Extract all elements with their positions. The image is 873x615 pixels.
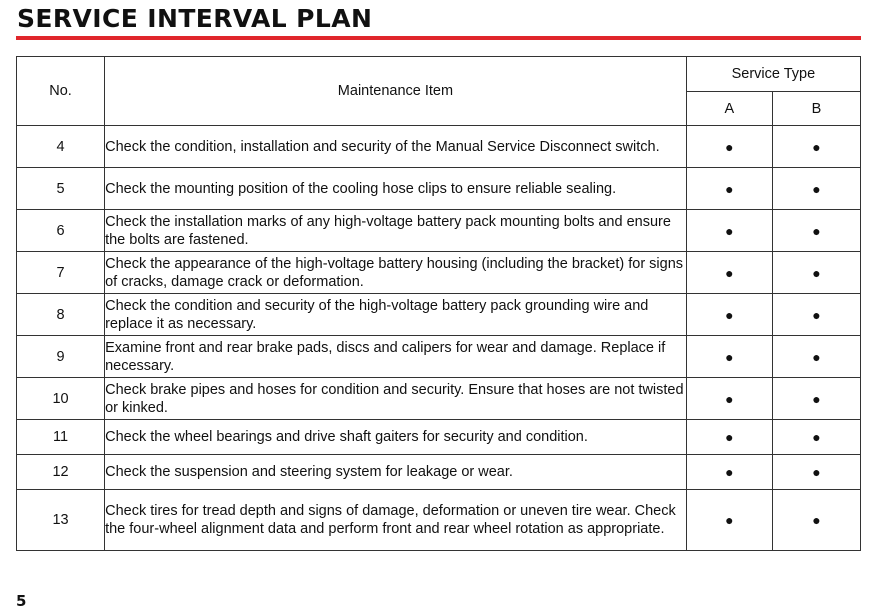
maintenance-item: Check the installation marks of any high-voltage battery pack mounting bolts and ensure the bolts are fastened. — [105, 210, 687, 252]
service-a-mark: ● — [686, 336, 772, 378]
service-a-mark: ● — [686, 378, 772, 420]
row-number: 5 — [17, 168, 105, 210]
service-b-mark: ● — [772, 126, 860, 168]
page-title: SERVICE INTERVAL PLAN — [17, 4, 373, 33]
maintenance-item: Check the suspension and steering system for leakage or wear. — [105, 455, 687, 490]
service-b-mark: ● — [772, 336, 860, 378]
table-row — [17, 378, 861, 420]
table-row — [17, 336, 861, 378]
maintenance-item: Check brake pipes and hoses for condition and security. Ensure that hoses are not twisted or kinked. — [105, 378, 687, 420]
row-number: 8 — [17, 294, 105, 336]
maintenance-item: Check the condition, installation and security of the Manual Service Disconnect switch. — [105, 126, 687, 168]
maintenance-item: Check the appearance of the high-voltage battery housing (including the bracket) for signs of cracks, damage crack or deformation. — [105, 252, 687, 294]
header-service-b: B — [772, 92, 860, 126]
service-a-mark: ● — [686, 420, 772, 455]
table-row — [17, 490, 861, 551]
table-row — [17, 455, 861, 490]
header-maintenance-item: Maintenance Item — [105, 57, 687, 126]
title-underline — [16, 36, 861, 40]
service-b-mark: ● — [772, 455, 860, 490]
service-b-mark: ● — [772, 294, 860, 336]
service-b-mark: ● — [772, 168, 860, 210]
header-service-type: Service Type — [686, 57, 860, 92]
service-b-mark: ● — [772, 378, 860, 420]
row-number: 10 — [17, 378, 105, 420]
header-no: No. — [17, 57, 105, 126]
service-a-mark: ● — [686, 294, 772, 336]
row-number: 11 — [17, 420, 105, 455]
table-row — [17, 168, 861, 210]
row-number: 13 — [17, 490, 105, 551]
table-row — [17, 252, 861, 294]
service-a-mark: ● — [686, 168, 772, 210]
service-a-mark: ● — [686, 126, 772, 168]
maintenance-item: Check tires for tread depth and signs of damage, deformation or uneven tire wear. Check the four-wheel alignment data and perform front and rear wheel rotation as appropriate. — [105, 490, 687, 551]
row-number: 6 — [17, 210, 105, 252]
table-row — [17, 294, 861, 336]
row-number: 9 — [17, 336, 105, 378]
table-row — [17, 420, 861, 455]
row-number: 12 — [17, 455, 105, 490]
service-a-mark: ● — [686, 455, 772, 490]
page-number: 5 — [16, 592, 27, 610]
table-row — [17, 210, 861, 252]
header-service-a: A — [686, 92, 772, 126]
service-a-mark: ● — [686, 252, 772, 294]
maintenance-item: Check the condition and security of the high-voltage battery pack grounding wire and replace it as necessary. — [105, 294, 687, 336]
maintenance-item: Check the mounting position of the cooling hose clips to ensure reliable sealing. — [105, 168, 687, 210]
service-b-mark: ● — [772, 420, 860, 455]
service-a-mark: ● — [686, 490, 772, 551]
service-b-mark: ● — [772, 210, 860, 252]
row-number: 4 — [17, 126, 105, 168]
service-b-mark: ● — [772, 252, 860, 294]
service-a-mark: ● — [686, 210, 772, 252]
maintenance-item: Examine front and rear brake pads, discs and calipers for wear and damage. Replace if necessary. — [105, 336, 687, 378]
maintenance-item: Check the wheel bearings and drive shaft gaiters for security and condition. — [105, 420, 687, 455]
row-number: 7 — [17, 252, 105, 294]
service-interval-table — [16, 56, 861, 551]
table-row — [17, 126, 861, 168]
service-b-mark: ● — [772, 490, 860, 551]
